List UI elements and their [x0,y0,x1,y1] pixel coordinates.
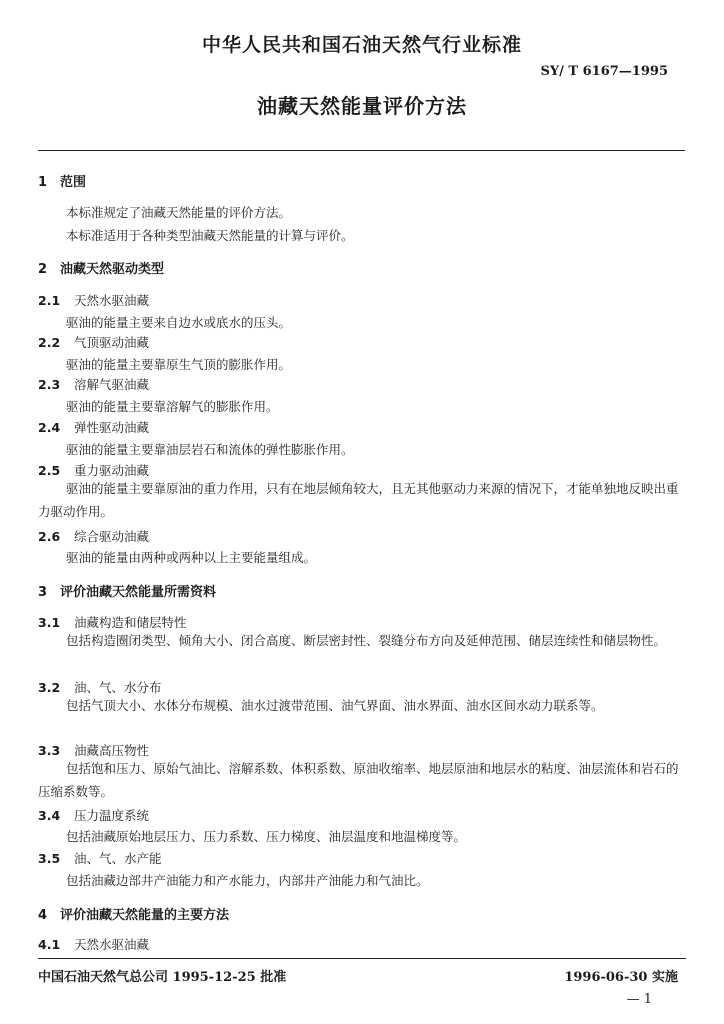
section-2-heading: 2 油藏天然驱动类型 [38,262,165,277]
standard-header-title: 中华人民共和国石油天然气行业标准 [201,34,522,56]
subsection-2-3-text: 驱油的能量主要靠溶解气的膨胀作用。 [66,399,279,414]
subsection-3-1-text: 包括构造圈闭类型、倾角大小、闭合高度、断层密封性、裂缝分布方向及延伸范围、储层连续性和储层物性。 [66,633,667,648]
section-4-heading: 4 评价油藏天然能量的主要方法 [38,908,230,923]
subsection-2-6-heading: 2.6 综合驱动油藏 [38,529,150,544]
subsection-2-6-text: 驱油的能量由两种或两种以上主要能量组成。 [66,550,317,565]
subsection-2-5-heading: 2.5 重力驱动油藏 [38,463,150,478]
standard-code: SY/ T 6167—1995 [540,64,668,79]
subsection-3-3-heading: 3.3 油藏高压物性 [38,743,150,758]
subsection-2-4-text: 驱油的能量主要靠油层岩石和流体的弹性膨胀作用。 [66,442,354,457]
subsection-4-1-heading: 4.1 天然水驱油藏 [38,937,150,952]
subsection-3-4-heading: 3.4 压力温度系统 [38,808,150,823]
page-number: — 1 [626,992,652,1007]
subsection-2-2-text: 驱油的能量主要靠原生气顶的膨胀作用。 [66,357,292,372]
subsection-2-1-text: 驱油的能量主要来自边水或底水的压头。 [66,315,292,330]
subsection-3-3-text: 包括饱和压力、原始气油比、溶解系数、体积系数、原油收缩率、地层原油和地层水的粘度、油层流体和岩石的压缩系数等。 [38,761,679,799]
effective-date: 1996-06-30 实施 [564,970,678,985]
section-1-para-1: 本标准规定了油藏天然能量的评价方法。 [66,205,292,220]
subsection-2-3-heading: 2.3 溶解气驱油藏 [38,377,150,392]
subsection-2-2-heading: 2.2 气顶驱动油藏 [38,335,150,350]
subsection-3-1-heading: 3.1 油藏构造和储层特性 [38,615,187,630]
footer-rule [38,958,686,959]
subsection-2-1-heading: 2.1 天然水驱油藏 [38,293,150,308]
section-3-heading: 3 评价油藏天然能量所需资料 [38,585,217,600]
subsection-3-5-heading: 3.5 油、气、水产能 [38,851,162,866]
document-title: 油藏天然能量评价方法 [257,94,467,118]
subsection-3-4-text: 包括油藏原始地层压力、压力系数、压力梯度、油层温度和地温梯度等。 [66,829,467,844]
section-1-heading: 1 范围 [38,175,87,190]
subsection-3-5-text: 包括油藏边部井产油能力和产水能力，内部井产油能力和气油比。 [66,873,429,888]
subsection-3-2-heading: 3.2 油、气、水分布 [38,680,162,695]
subsection-2-5-text: 驱油的能量主要靠原油的重力作用，只有在地层倾角较大，且无其他驱动力来源的情况下，才能单独地反映出重力驱动作用。 [38,481,679,519]
subsection-3-2-text: 包括气顶大小、水体分布规模、油水过渡带范围、油气界面、油水界面、油水区间水动力联系等。 [66,698,604,713]
approval-info: 中国石油天然气总公司 1995-12-25 批准 [38,970,287,985]
section-1-para-2: 本标准适用于各种类型油藏天然能量的计算与评价。 [66,228,354,243]
header-rule [38,150,685,151]
subsection-2-4-heading: 2.4 弹性驱动油藏 [38,420,150,435]
